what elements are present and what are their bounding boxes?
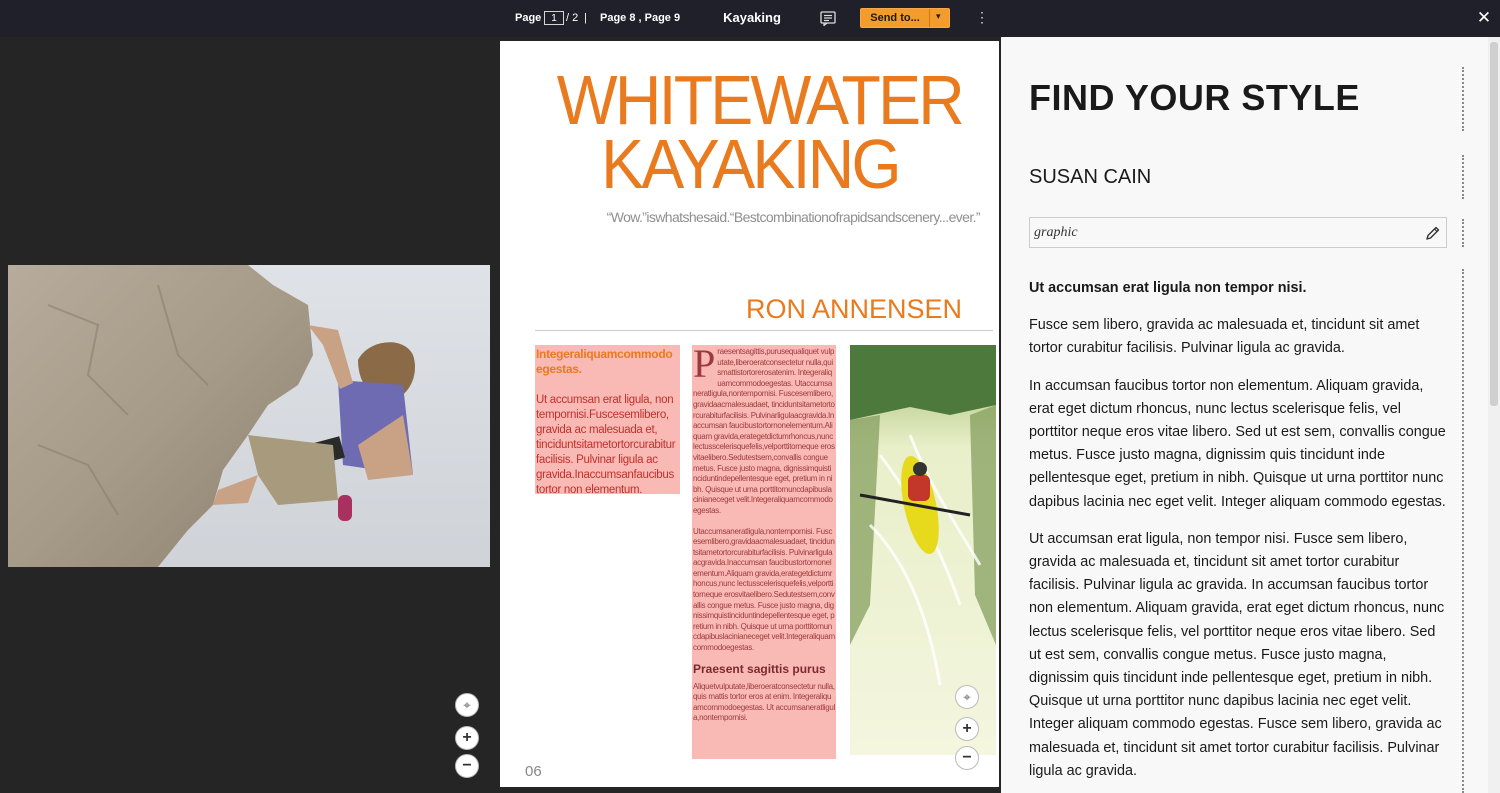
more-options-icon[interactable]: ⋮: [975, 9, 989, 25]
chevron-down-icon: ▾: [936, 11, 941, 21]
top-toolbar: [0, 0, 1500, 37]
guide-line: [1462, 155, 1464, 199]
page-number-input[interactable]: [544, 11, 564, 25]
spread-pages-label: Page 8 , Page 9: [600, 12, 681, 24]
magazine-quote: “Wow.”iswhatshesaid.“Bestcombinationofrapidsandscenery...ever.”: [606, 209, 980, 225]
magazine-page-pane: [499, 37, 1000, 793]
article-pane: [1001, 37, 1488, 793]
column-body: Utaccumsaneratligula,nontempornisi. Fuscesemlibero,gravidaacmalesuadaet, tinciduntsitametortorcurabiturfacilisis. Pulvinarligulaacgravida.Inaccumsan faucibustortornonelementum.Aliquam gravida,erategetdictumrhoncus,nunc lectusscelerisquefelis,velporttitorneque erosvitaelibero.Sedutestsem,convallis congue metus. Fusce justo magna, dignissimquistinciduntindepellentesque eget, pretium in nibh. Quisque ut urna porttitornuncdapibuslacinianeceget velit.Integeraliquamcommodoegestas.: [693, 526, 835, 653]
pencil-icon[interactable]: [1425, 225, 1441, 241]
column-body: Aliquetvulputate,liberoeratconsectetur nulla, quis mattis tortor eros at enim. Integeraliquamcommodoegestas. Ut accumsaneratligula,nontempornisi.: [693, 681, 836, 723]
graphic-field[interactable]: [1029, 217, 1447, 248]
minus-icon: −: [462, 757, 472, 774]
drop-cap: P: [693, 345, 716, 386]
notes-icon[interactable]: [820, 11, 836, 26]
page-total: / 2: [566, 12, 579, 24]
zoom-out-button[interactable]: [455, 754, 479, 778]
divider: [535, 330, 993, 331]
article-author: SUSAN CAIN: [1029, 166, 1152, 188]
magazine-title-line2: KAYAKING: [601, 125, 899, 203]
article-paragraph: Ut accumsan erat ligula, non tempor nisi. Fusce sem libero, gravida ac malesuada et, tincidunt sit amet tortor curabitur facilisis. Pulvinar ligula ac gravida. In accumsan faucibus tortor non elementum. Aliquam gravida, erat eget dictum rhoncus, nunc lectus scelerisque felis, vel porttitor neque eros vitae libero. Sed ut est sem, convallis congue metus. Fusce justo magna, dignissim quis tincidunt inde pellentesque eget, pretium in nibh. Quisque ut urna porttitor nunc dapibus lacinia nec eget velit. Integer aliquam commodo egestas. Fusce sem libero, gravida ac malesuada et, tincidunt sit amet tortor curabitur facilisis. Pulvinar ligula ac gravida.: [1029, 530, 1445, 779]
close-icon[interactable]: ✕: [1476, 8, 1492, 27]
scrollbar-thumb[interactable]: [1490, 42, 1498, 406]
column-heading: Praesent sagittis purus: [693, 661, 826, 676]
zoom-out-button[interactable]: [955, 746, 979, 770]
article-body[interactable]: [1029, 277, 1449, 793]
page-label: Page: [515, 12, 542, 24]
column-body: Ut accumsan erat ligula, non tempornisi.Fuscesemlibero, gravida ac malesuada et, tinciduntsitametortorcurabitur facilisis. Pulvinar ligula ac gravida.Inaccumsanfaucibus tortor non elementum.: [536, 394, 676, 494]
toolbar-separator: |: [584, 12, 587, 24]
article-heading: FIND YOUR STYLE: [1029, 77, 1360, 118]
column-body: raesentsagittis,purusequaliquet vulputate,liberoeratconsectetur nulla,quismattistortorerosatenim. Integeraliquamcommodoegestas. Utaccumsaneratligula,nontempornisi. Fuscesemlibero,gravidaacmalesuadaet, tinciduntsitametortorcurabiturfacilisis. Pulvinarligulaacgravida.Inaccumsan faucibustortornonelementum.Aliquam gravida,erategetdictumrhoncus,nunc lectusscelerisquefelis,velporttitorneque erosvitaelibero.Sedutestsem,convallis congue metus. Fusce justo magna, dignissimquistinciduntindepellentesque eget, pretium in nibh. Quisque ut urna porttitornuncdapibuslacinianeceget velit.Integeraliquamcommodoegestas.: [693, 347, 835, 515]
page-number: 06: [525, 763, 542, 780]
magazine-page[interactable]: [500, 41, 999, 787]
text-column-1[interactable]: [535, 345, 680, 494]
document-title: Kayaking: [723, 10, 781, 25]
target-icon: ⌖: [463, 698, 471, 712]
article-paragraph: Fusce sem libero, gravida ac malesuada et, tincidunt sit amet tortor curabitur facilisis. Pulvinar ligula ac gravida.: [1029, 317, 1420, 357]
plus-icon: +: [962, 720, 972, 737]
fit-page-button[interactable]: [455, 693, 479, 717]
plus-icon: +: [462, 729, 472, 746]
text-column-2[interactable]: [692, 345, 836, 759]
send-to-label: Send to...: [870, 12, 920, 24]
guide-line: [1462, 269, 1464, 793]
article-lead: Ut accumsan erat ligula non tempor nisi.: [1029, 280, 1307, 296]
target-icon: ⌖: [963, 690, 971, 704]
guide-line: [1462, 219, 1464, 247]
article-paragraph: In accumsan faucibus tortor non elementum. Aliquam gravida, erat eget dictum rhoncus, nunc lectus scelerisque felis, vel porttitor neque eros vitae libero. Sed ut est sem, convallis congue metus. Fusce justo magna, dignissim quis tincidunt inde pellentesque eget, pretium in nibh. Quisque ut urna porttitor nunc dapibus lacinia nec eget velit. Integer aliquam commodo egestas.: [1029, 377, 1446, 510]
minus-icon: −: [962, 749, 972, 766]
column-heading: Integeraliquamcommodo egestas.: [536, 347, 673, 376]
zoom-in-button[interactable]: [455, 726, 479, 750]
left-page-pane: [0, 37, 499, 793]
send-to-button[interactable]: [860, 8, 950, 28]
magazine-title-line1: WHITEWATER: [556, 61, 963, 139]
guide-line: [1462, 67, 1464, 131]
fit-page-button[interactable]: [955, 685, 979, 709]
zoom-in-button[interactable]: [955, 717, 979, 741]
graphic-field-value: graphic: [1034, 225, 1078, 240]
send-to-dropdown[interactable]: [929, 9, 950, 27]
magazine-author: RON ANNENSEN: [745, 294, 962, 324]
climber-photo[interactable]: [8, 265, 490, 567]
